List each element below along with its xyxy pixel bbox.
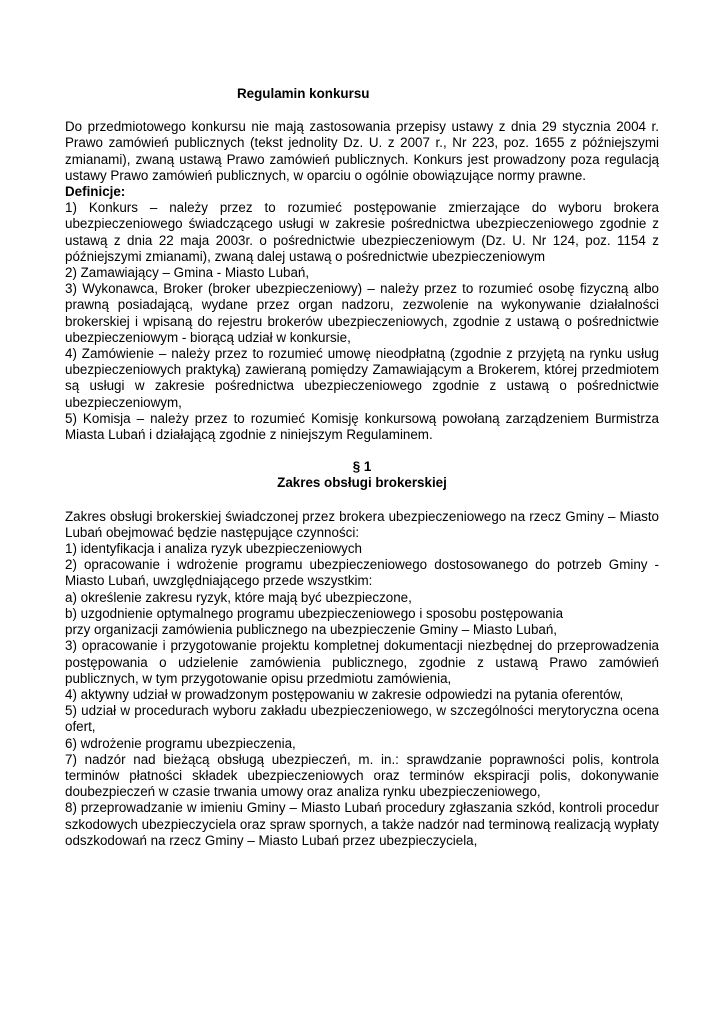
section-item: przy organizacji zamówienia publicznego na ubezpieczenie Gminy – Miasto Lubań, bbox=[65, 622, 558, 638]
definitions-heading: Definicje: bbox=[65, 184, 126, 200]
section-number: § 1 bbox=[352, 459, 372, 475]
definition-item: 5) Komisja – należy przez to rozumieć Komisję konkursową powołaną zarządzeniem Burmistrza Miasta Lubań i działającą zgodnie z niniejszym Regulaminem. bbox=[65, 410, 659, 443]
intro-paragraph: Do przedmiotowego konkursu nie mają zastosowania przepisy ustawy z dnia 29 stycznia 2004 r. Prawo zamówień publicznych (tekst jednolity Dz. U. z 2007 r., Nr 223, poz. 1655 z późniejszymi zmianami), zwaną ustawą Prawo zamówień publicznych. Konkurs jest prowadzony poza regulacją ustawy Prawo zamówień publicznych, w oparciu o ogólnie obowiązujące normy prawne. bbox=[65, 119, 659, 183]
section-item: 6) wdrożenie programu ubezpieczenia, bbox=[65, 735, 296, 751]
section-item: 4) aktywny udział w prowadzonym postępowaniu w zakresie odpowiedzi na pytania oferentów, bbox=[65, 686, 624, 702]
section-item: 1) identyfikacja i analiza ryzyk ubezpieczeniowych bbox=[65, 541, 362, 557]
section-item: 5) udział w procedurach wyboru zakładu ubezpieczeniowego, w szczególności merytoryczna ocena ofert, bbox=[65, 703, 659, 735]
definition-item: 1) Konkurs – należy przez to rozumieć postępowanie zmierzające do wyboru brokera ubezpieczeniowego świadczącego usługi w zakresie pośrednictwa ubezpieczeniowego zgodnie z ustawą z dnia 22 maja 2003r. o pośrednictwie ubezpieczeniowym (Dz. U. Nr 124, poz. 1154 z późniejszymi zmianami), zwaną dalej ustawą o pośrednictwie ubezpieczeniowym bbox=[65, 200, 659, 264]
definition-item: 2) Zamawiający – Gmina - Miasto Lubań, bbox=[65, 265, 310, 281]
section-item: a) określenie zakresu ryzyk, które mają być ubezpieczone, bbox=[65, 589, 412, 605]
section-item: 7) nadzór nad bieżącą obsługą ubezpieczeń, m. in.: sprawdzanie poprawności polis, kontrola terminów płatności składek ubezpieczeniowych oraz terminów ekspiracji polis, dokonywanie doubezpieczeń w czasie trwania umowy oraz analiza rynku ubezpieczeniowego, bbox=[65, 751, 659, 800]
section-title: Zakres obsługi brokerskiej bbox=[277, 475, 447, 491]
section-item: 2) opracowanie i wdrożenie programu ubezpieczeniowego dostosowanego do potrzeb Gminy - Miasto Lubań, uwzględniającego przede wszystkim: bbox=[65, 557, 659, 589]
document-page bbox=[65, 86, 659, 849]
section-item: b) uzgodnienie optymalnego programu ubezpieczeniowego i sposobu postępowania bbox=[65, 605, 564, 621]
document-title: Regulamin konkursu bbox=[237, 86, 370, 101]
section-intro: Zakres obsługi brokerskiej świadczonej przez brokera ubezpieczeniowego na rzecz Gminy – Miasto Lubań obejmować będzie następujące czynności: bbox=[65, 508, 659, 540]
definition-item: 4) Zamówienie – należy przez to rozumieć umowę nieodpłatną (zgodnie z przyjętą na rynku usług ubezpieczeniowych praktyką) zawieraną pomiędzy Zamawiającym a Brokerem, której przedmiotem są usługi w zakresie pośrednictwa ubezpieczeniowego zgodnie z ustawą o pośrednictwie ubezpieczeniowym, bbox=[65, 346, 659, 410]
section-item: 3) opracowanie i przygotowanie projektu kompletnej dokumentacji niezbędnej do przeprowadzenia postępowania o udzielenie zamówienia publicznego, zgodnie z ustawą Prawo zamówień publicznych, w tym przygotowanie opisu przedmiotu zamówienia, bbox=[65, 638, 659, 686]
section-item: 8) przeprowadzanie w imieniu Gminy – Miasto Lubań procedury zgłaszania szkód, kontroli procedur szkodowych ubezpieczyciela oraz spraw spornych, a także nadzór nad terminową realizacją wypłaty odszkodowań na rzecz Gminy – Miasto Lubań przez ubezpieczyciela, bbox=[65, 800, 659, 848]
definition-item: 3) Wykonawca, Broker (broker ubezpieczeniowy) – należy przez to rozumieć osobę fizyczną albo prawną posiadającą, wydane przez organ nadzoru, zezwolenie na wykonywanie działalności brokerskiej i wpisaną do rejestru brokerów ubezpieczeniowych, zgodnie z ustawą o pośrednictwie ubezpieczeniowym - biorącą udział w konkursie, bbox=[65, 281, 659, 345]
